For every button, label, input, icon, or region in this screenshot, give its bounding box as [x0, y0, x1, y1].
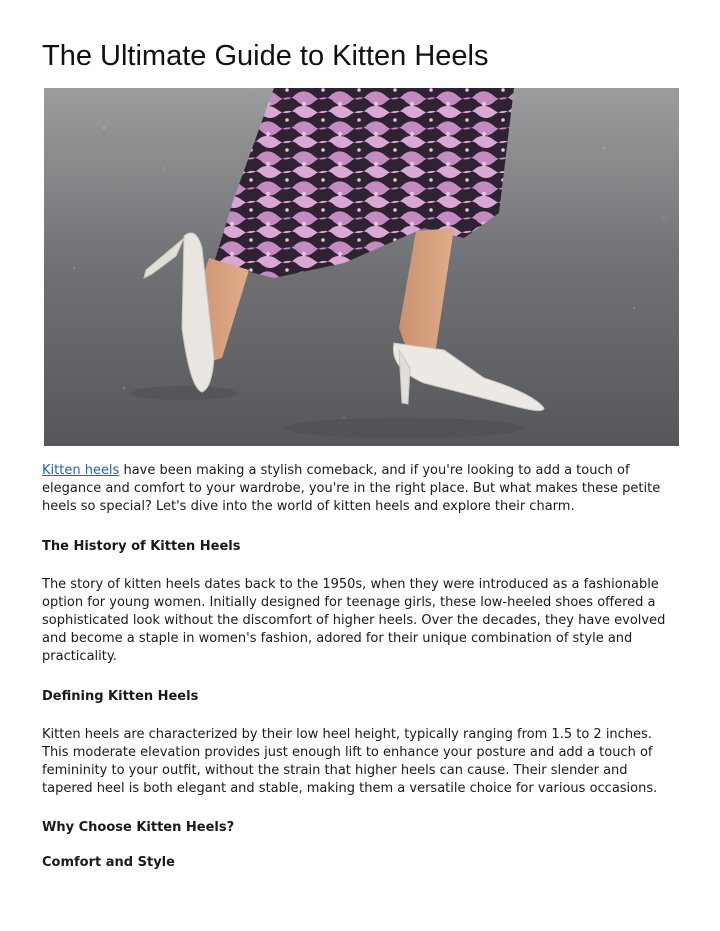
- hero-photo: [44, 88, 679, 446]
- section-heading-comfort-style: Comfort and Style: [42, 855, 175, 871]
- section-heading-defining: Defining Kitten Heels: [42, 688, 199, 704]
- intro-text: have been making a stylish comeback, and if you're looking to add a touch of elegance and comfort to your wardrobe, you're in the right place. But what makes these petite heels so special? Let's dive into the world of kitten heels and explore their charm.: [42, 463, 661, 515]
- hero-image: [44, 88, 679, 446]
- section-body-defining: Kitten heels are characterized by their low heel height, typically ranging from 1.5 to 2 inches. This moderate elevation provides just enough lift to enhance your posture and add a touch of femininity to your outfit, without the strain that higher heels can cause. Their slender and tapered heel is both elegant and stable, making them a versatile choice for various occasions.: [42, 726, 658, 797]
- section-body-history: The story of kitten heels dates back to the 1950s, when they were introduced as a fashionable option for young women. Initially designed for teenage girls, these low-heeled shoes offered a sophisticated look without the discomfort of higher heels. Over the decades, they have evolved and become a staple in women's fashion, adored for their unique combination of style and practicality.: [42, 576, 666, 665]
- section-heading-history: The History of Kitten Heels: [42, 538, 241, 554]
- article-title: The Ultimate Guide to Kitten Heels: [42, 40, 489, 72]
- intro-paragraph: [42, 462, 682, 517]
- article-body: [42, 462, 682, 872]
- section-heading-why-choose: Why Choose Kitten Heels?: [42, 820, 235, 836]
- kitten-heels-link[interactable]: Kitten heels: [42, 463, 120, 478]
